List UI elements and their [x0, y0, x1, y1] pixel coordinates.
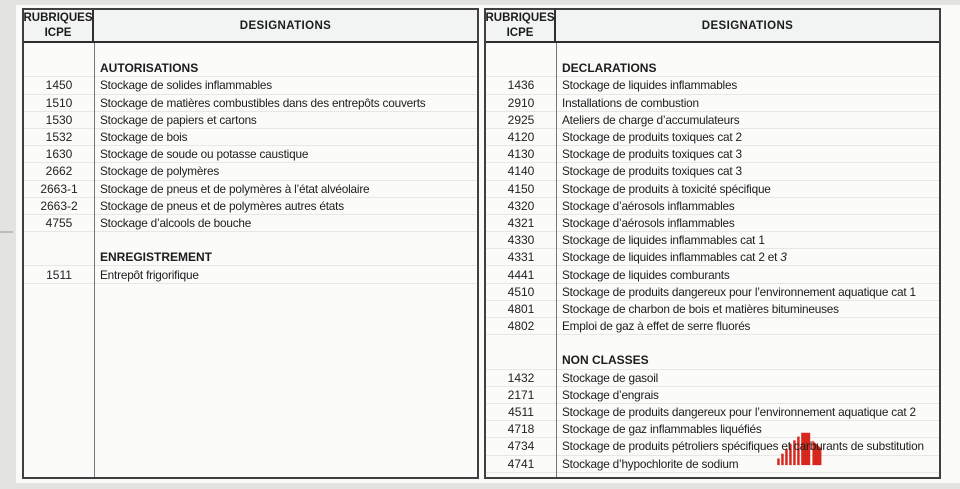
column-divider: [94, 43, 95, 477]
table-header: [24, 10, 477, 43]
designation: Entrepôt frigorifique: [100, 267, 199, 282]
designation: Emploi de gaz à effet de serre fluorés: [562, 319, 751, 334]
designation: Stockage de charbon de bois et matières bitumineuses: [562, 301, 839, 316]
rubrique-code: 2663-1: [40, 181, 78, 196]
section-title: DECLARATIONS: [562, 61, 657, 76]
table-row: [486, 284, 939, 301]
table-row: [486, 215, 939, 232]
rubrique-code: 4802: [507, 319, 535, 334]
table-row: [486, 181, 939, 198]
section-row: [486, 352, 939, 369]
rubrique-code: 4718: [507, 422, 535, 437]
section-title: NON CLASSES: [562, 353, 649, 368]
designation: Stockage de liquides comburants: [562, 267, 730, 282]
header-rubriques-line2: ICPE: [44, 26, 72, 39]
table-row: [486, 112, 939, 129]
header-rubriques-line2: ICPE: [506, 26, 534, 39]
column-divider: [556, 43, 557, 477]
header-designations-cell: [94, 10, 477, 41]
rubrique-code: 4120: [507, 130, 535, 145]
header-designations-label: DESIGNATIONS: [239, 19, 332, 32]
rubrique-code: 4801: [507, 301, 535, 316]
designation: Stockage de bois: [100, 130, 188, 145]
rubrique-code: 2663-2: [40, 198, 78, 213]
rubrique-code: 1532: [45, 130, 73, 145]
table-row: [486, 77, 939, 94]
designation: Stockage d’alcools de bouche: [100, 215, 252, 230]
table-row: [486, 198, 939, 215]
table-row: [24, 181, 477, 198]
rubrique-code: 1450: [45, 78, 73, 93]
table-row: [486, 146, 939, 163]
rubrique-code: 1511: [46, 267, 72, 282]
designation: Stockage de produits toxiques cat 3: [562, 164, 742, 179]
table-row: [486, 438, 939, 455]
rubrique-code: 2171: [507, 387, 535, 402]
designation: Stockage de matières combustibles dans des entrepôts couverts: [100, 95, 426, 110]
header-rubriques-cell: [24, 10, 94, 41]
spacer-row: [486, 43, 939, 60]
rubrique-code: 2925: [507, 112, 535, 127]
rubrique-code: 2910: [507, 95, 535, 110]
designation: Stockage de produits dangereux pour l’environnement aquatique cat 2: [562, 405, 916, 420]
rubrique-code: 1630: [45, 147, 73, 162]
rubrique-code: 4330: [507, 233, 535, 248]
section-row: [486, 60, 939, 77]
section-row: [24, 60, 477, 77]
rubrique-code: 4510: [507, 284, 535, 299]
table-row: [24, 112, 477, 129]
table-row: [486, 456, 939, 473]
header-rubriques-cell: [486, 10, 556, 41]
table-row: [486, 387, 939, 404]
rubrique-code: 4734: [507, 439, 535, 454]
rubrique-code: 4140: [507, 164, 535, 179]
section-title: AUTORISATIONS: [100, 61, 199, 76]
rubrique-code: 4130: [507, 147, 535, 162]
table-row: [24, 198, 477, 215]
table-row: [486, 129, 939, 146]
spacer-row: [24, 43, 477, 60]
rubrique-code: 4441: [507, 267, 535, 282]
spacer-row: [486, 335, 939, 352]
table-row: [486, 266, 939, 283]
table-row: [24, 95, 477, 112]
rubrique-code: 4331: [507, 250, 535, 265]
rubrique-code: 4511: [508, 405, 534, 420]
designation: Stockage de liquides inflammables cat 2 et 3: [562, 250, 787, 265]
table-body: [24, 43, 477, 477]
designation: Stockage d’aérosols inflammables: [562, 198, 735, 213]
table-row: [486, 404, 939, 421]
designation: Stockage de liquides inflammables cat 1: [562, 233, 765, 248]
designation: Stockage de produits à toxicité spécifique: [562, 181, 771, 196]
rubrique-code: 1530: [45, 112, 73, 127]
rubrique-code: 4150: [507, 181, 535, 196]
designation: Stockage de produits toxiques cat 2: [562, 130, 742, 145]
spacer-row: [24, 232, 477, 249]
table-row: [486, 163, 939, 180]
icpe-table-left: [22, 8, 479, 479]
designation: Stockage de produits dangereux pour l’environnement aquatique cat 1: [562, 284, 916, 299]
rubrique-code: 4755: [45, 215, 73, 230]
icpe-table-right: [484, 8, 941, 479]
designation: Stockage de polymères: [100, 164, 220, 179]
designation: Stockage de produits toxiques cat 3: [562, 147, 742, 162]
rubrique-code: 4741: [507, 456, 535, 471]
rubrique-code: 4321: [507, 215, 535, 230]
rubrique-code: 1510: [45, 95, 73, 110]
header-rubriques-line1: RUBRIQUES: [23, 12, 93, 25]
section-title: ENREGISTREMENT: [100, 250, 213, 265]
rubrique-code: 2662: [45, 164, 73, 179]
table-row: [24, 146, 477, 163]
designation: Stockage d’hypochlorite de sodium: [562, 456, 739, 471]
designation: Stockage de soude ou potasse caustique: [100, 147, 309, 162]
designation: Stockage de produits pétroliers spécifiques et carburants de substitution: [562, 439, 924, 454]
designation: Ateliers de charge d’accumulateurs: [562, 112, 740, 127]
table-row: [24, 77, 477, 94]
table-row: [486, 318, 939, 335]
designation: Stockage de liquides inflammables: [562, 78, 738, 93]
table-row: [486, 421, 939, 438]
designation: Stockage de pneus et de polymères à l’état alvéolaire: [100, 181, 370, 196]
rubrique-code: 1432: [507, 370, 535, 385]
table-row: [486, 232, 939, 249]
table-row: [486, 249, 939, 266]
table-row: [24, 266, 477, 283]
rubrique-code: 4320: [507, 198, 535, 213]
scan-artifact-line: [0, 231, 13, 233]
table-row: [486, 301, 939, 318]
designation: Stockage de solides inflammables: [100, 78, 272, 93]
designation: Stockage de gasoil: [562, 370, 659, 385]
header-rubriques-line1: RUBRIQUES: [485, 12, 555, 25]
table-row: [24, 215, 477, 232]
section-row: [24, 249, 477, 266]
table-body: [486, 43, 939, 477]
designation: Stockage d’aérosols inflammables: [562, 215, 735, 230]
designation: Stockage de papiers et cartons: [100, 112, 257, 127]
designation: Stockage de gaz inflammables liquéfiés: [562, 422, 762, 437]
header-designations-label: DESIGNATIONS: [701, 19, 794, 32]
header-designations-cell: [556, 10, 939, 41]
table-row: [24, 163, 477, 180]
designation: Installations de combustion: [562, 95, 699, 110]
designation: Stockage d’engrais: [562, 387, 659, 402]
table-header: [486, 10, 939, 43]
rubrique-code: 1436: [507, 78, 535, 93]
table-row: [486, 370, 939, 387]
designation: Stockage de pneus et de polymères autres états: [100, 198, 344, 213]
table-row: [24, 129, 477, 146]
table-row: [486, 95, 939, 112]
